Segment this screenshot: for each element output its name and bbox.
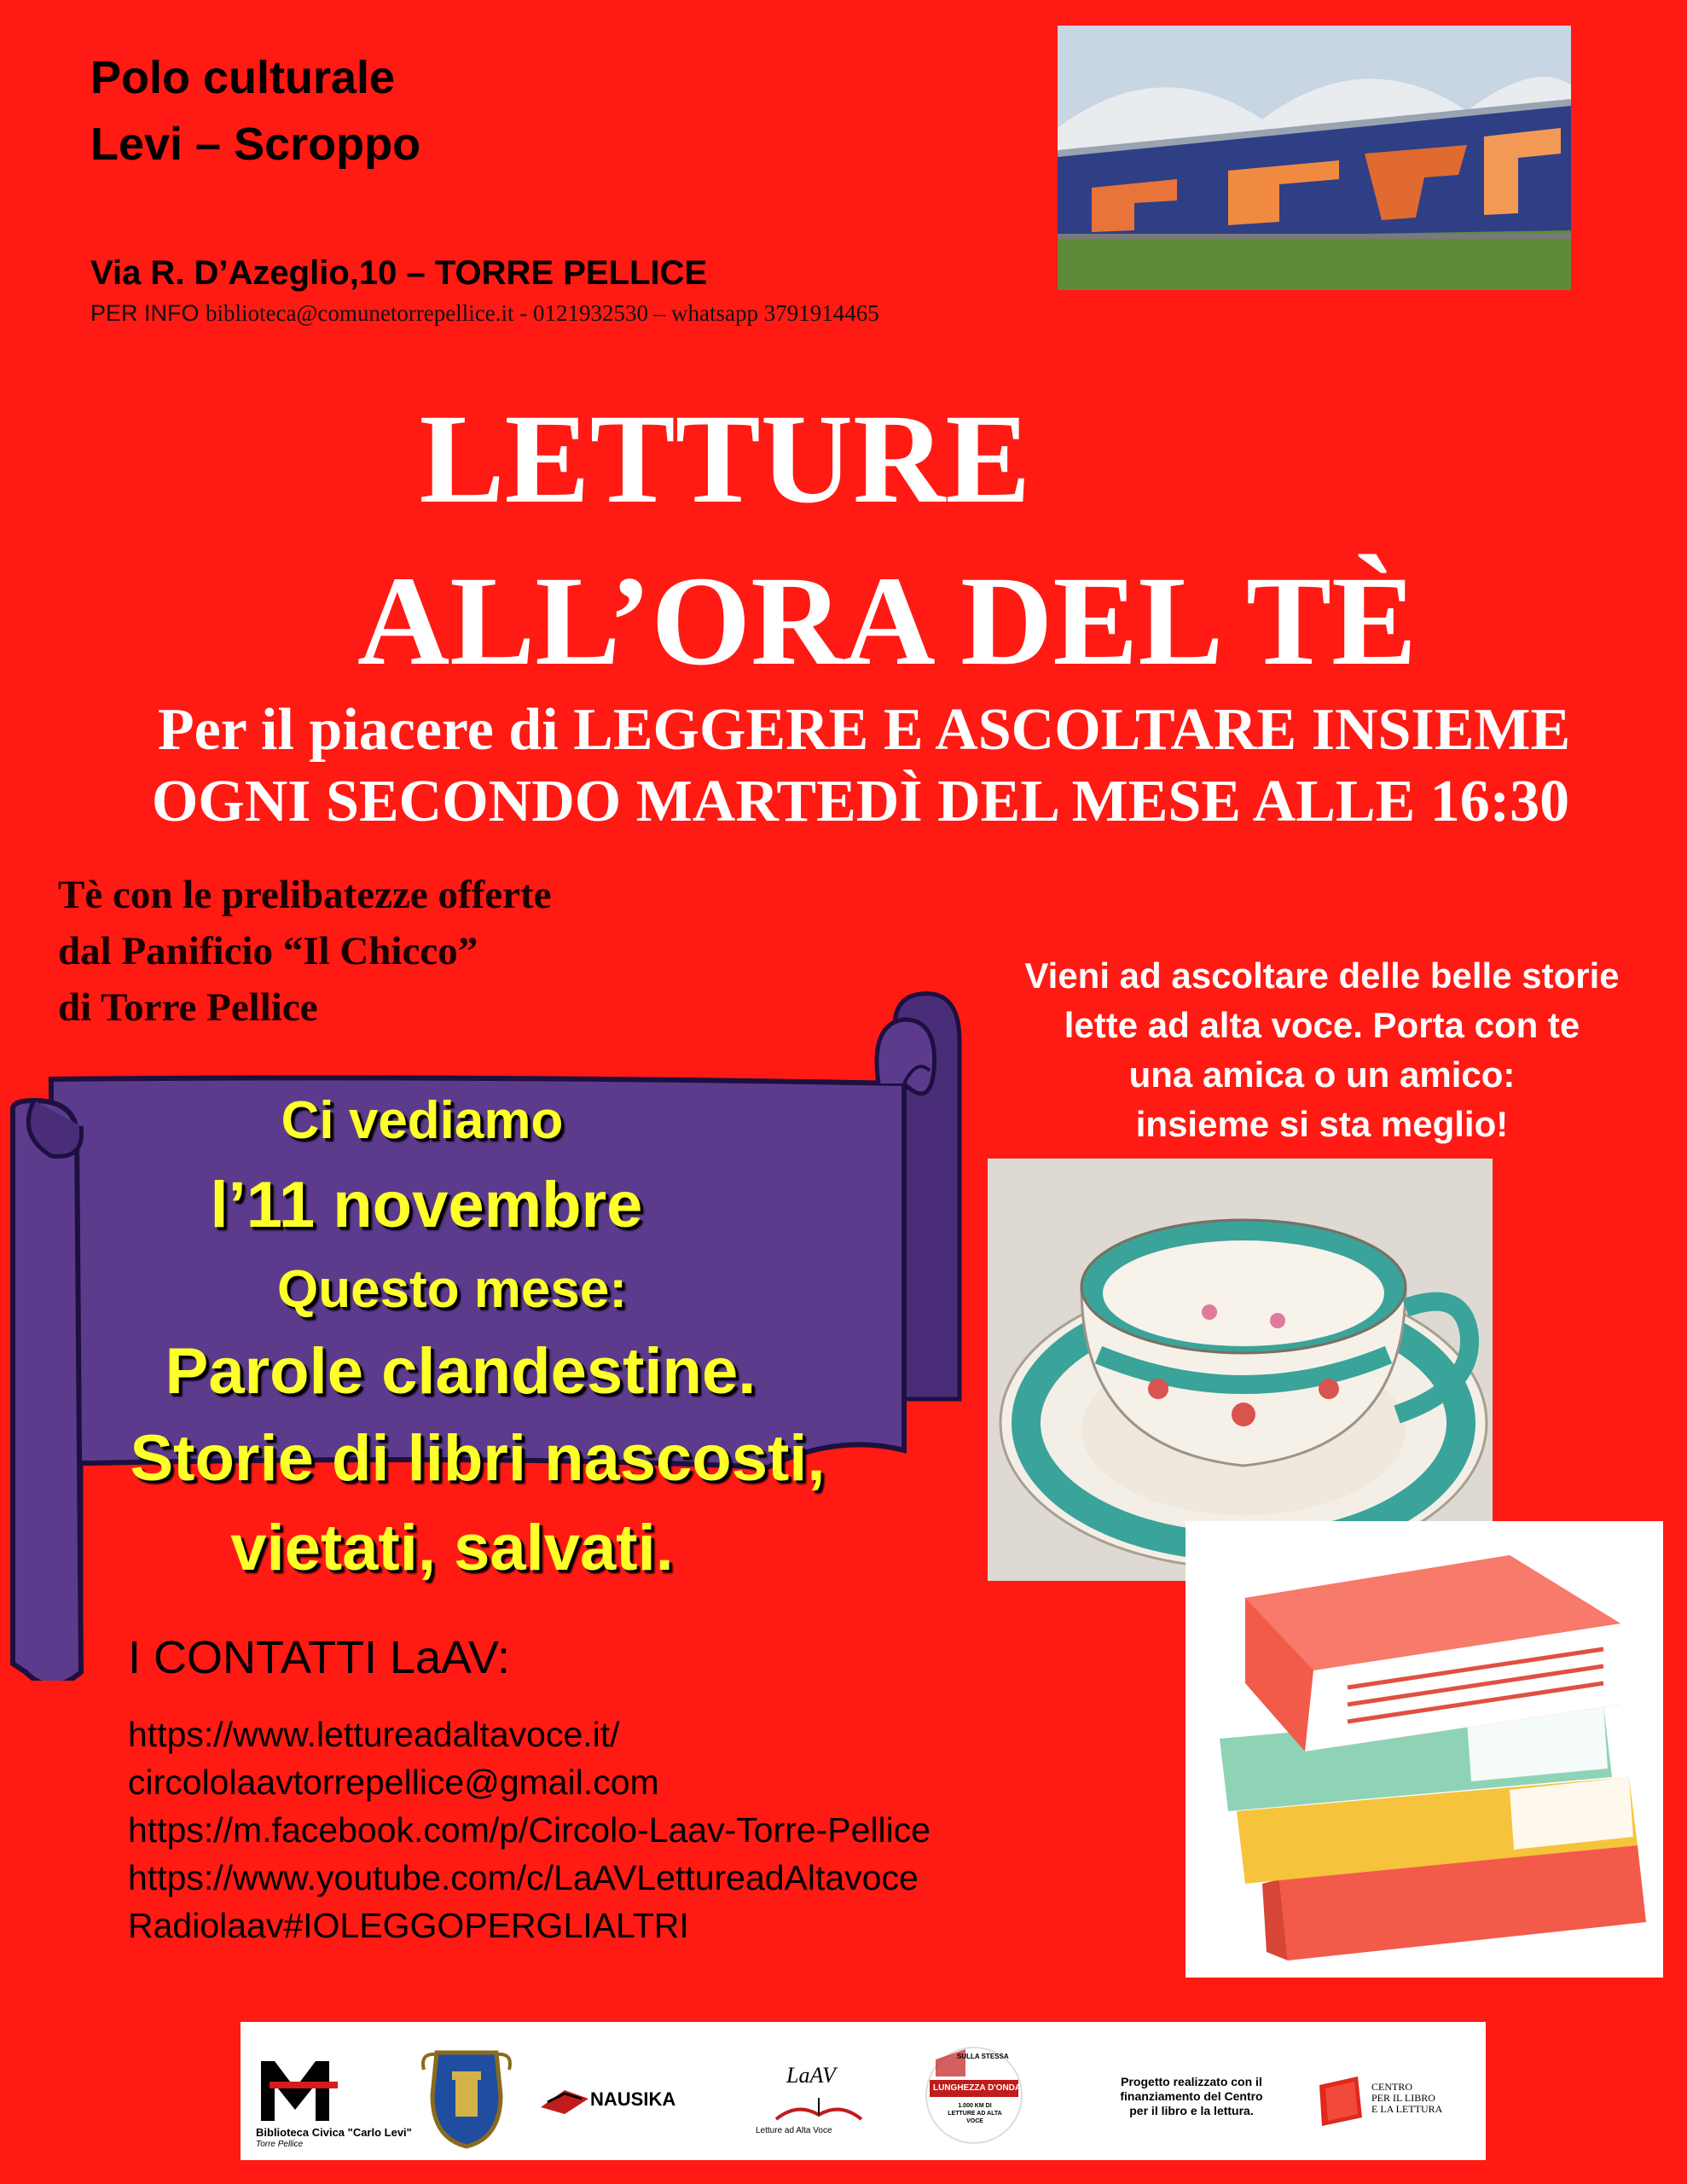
nausika-name: NAUSIKA bbox=[590, 2088, 676, 2110]
open-book-icon bbox=[768, 2094, 870, 2123]
venue-name bbox=[90, 44, 420, 177]
contact-youtube[interactable]: https://www.youtube.com/c/LaAVLettureadAltavoce bbox=[128, 1858, 919, 1897]
invite-line-2: lette ad alta voce. Porta con te bbox=[1064, 1005, 1580, 1045]
contact-facebook[interactable]: https://m.facebook.com/p/Circolo-Laav-Torre-Pellice bbox=[128, 1810, 931, 1850]
invite-line-4: insieme si sta meglio! bbox=[1135, 1104, 1509, 1144]
main-title-line-2: ALL’ORA DEL TÈ bbox=[357, 550, 1417, 692]
info-details: biblioteca@comunetorrepellice.it - 0121932530 – whatsapp 3791914465 bbox=[206, 300, 879, 326]
venue-line-2: Levi – Scroppo bbox=[90, 119, 421, 170]
contact-radio: Radiolaav#IOLEGGOPERGLIALTRI bbox=[128, 1906, 689, 1945]
scroll-topic-3: vietati, salvati. bbox=[230, 1512, 674, 1584]
cepell-name bbox=[1371, 2082, 1442, 2115]
contact-info bbox=[90, 300, 879, 327]
library-logo-icon bbox=[252, 2054, 346, 2123]
cepell-line-3: E LA LETTURA bbox=[1371, 2103, 1443, 2115]
building-illustration bbox=[1058, 26, 1571, 290]
scroll-topic-2: Storie di libri nascosti, bbox=[130, 1422, 826, 1495]
laav-subtitle: Letture ad Alta Voce bbox=[756, 2126, 832, 2135]
invite-text bbox=[972, 951, 1672, 1149]
invite-line-3: una amica o un amico: bbox=[1128, 1054, 1516, 1095]
onda-sub: 1.000 KM DI LETTURE AD ALTA VOCE bbox=[948, 2103, 1002, 2124]
nausika-logo-icon bbox=[539, 2082, 590, 2116]
project-line-1: Progetto realizzato con il bbox=[1121, 2075, 1262, 2088]
coat-of-arms-icon bbox=[420, 2044, 513, 2150]
project-note bbox=[1085, 2075, 1298, 2118]
teacup-illustration bbox=[988, 1159, 1493, 1581]
tea-offer-line-1: Tè con le prelibatezze offerte bbox=[58, 873, 552, 917]
address: Via R. D’Azeglio,10 – TORRE PELLICE bbox=[90, 254, 708, 292]
subtitle-line-1: Per il piacere di LEGGERE E ASCOLTARE INSIEME bbox=[157, 697, 1571, 763]
main-title-line-1: LETTURE bbox=[419, 388, 1031, 530]
contact-email[interactable]: circololaavtorrepellice@gmail.com bbox=[128, 1763, 659, 1802]
venue-line-1: Polo culturale bbox=[90, 52, 396, 103]
tea-offer-line-3: di Torre Pellice bbox=[58, 985, 318, 1030]
tea-offer-line-2: dal Panificio “Il Chicco” bbox=[58, 929, 478, 973]
scroll-date: l’11 novembre bbox=[210, 1169, 643, 1241]
laav-name: LaAV bbox=[786, 2063, 836, 2088]
book-stack-icon bbox=[1186, 1521, 1663, 1978]
contacts-list bbox=[128, 1711, 930, 1949]
sponsor-logos-strip bbox=[241, 2022, 1486, 2160]
invite-line-1: Vieni ad ascoltare delle belle storie bbox=[1024, 956, 1620, 996]
info-prefix: PER INFO bbox=[90, 300, 200, 326]
contact-website[interactable]: https://www.lettureadaltavoce.it/ bbox=[128, 1715, 620, 1754]
library-place: Torre Pellice bbox=[256, 2140, 304, 2149]
project-line-2: finanziamento del Centro bbox=[1120, 2089, 1263, 2103]
subtitle-line-2: OGNI SECONDO MARTEDÌ DEL MESE ALLE 16:30 bbox=[151, 769, 1570, 834]
library-name: Biblioteca Civica "Carlo Levi" bbox=[256, 2126, 412, 2139]
project-line-3: per il libro e la lettura. bbox=[1129, 2104, 1254, 2117]
onda-top: SULLA STESSA bbox=[957, 2053, 1009, 2060]
scroll-line-3: Questo mese: bbox=[276, 1260, 628, 1319]
scroll-line-1: Ci vediamo bbox=[281, 1091, 564, 1150]
scroll-topic-1: Parole clandestine. bbox=[165, 1335, 757, 1408]
teacup-photo bbox=[988, 1159, 1493, 1581]
onda-main: LUNGHEZZA D'ONDA bbox=[933, 2083, 1022, 2093]
books-illustration bbox=[1186, 1521, 1663, 1978]
library-building-photo bbox=[1058, 26, 1571, 290]
cepell-logo-icon bbox=[1315, 2075, 1366, 2128]
cepell-line-2: PER IL LIBRO bbox=[1371, 2092, 1435, 2104]
cepell-line-1: CENTRO bbox=[1371, 2081, 1412, 2093]
contacts-title: I CONTATTI LaAV: bbox=[128, 1632, 511, 1683]
